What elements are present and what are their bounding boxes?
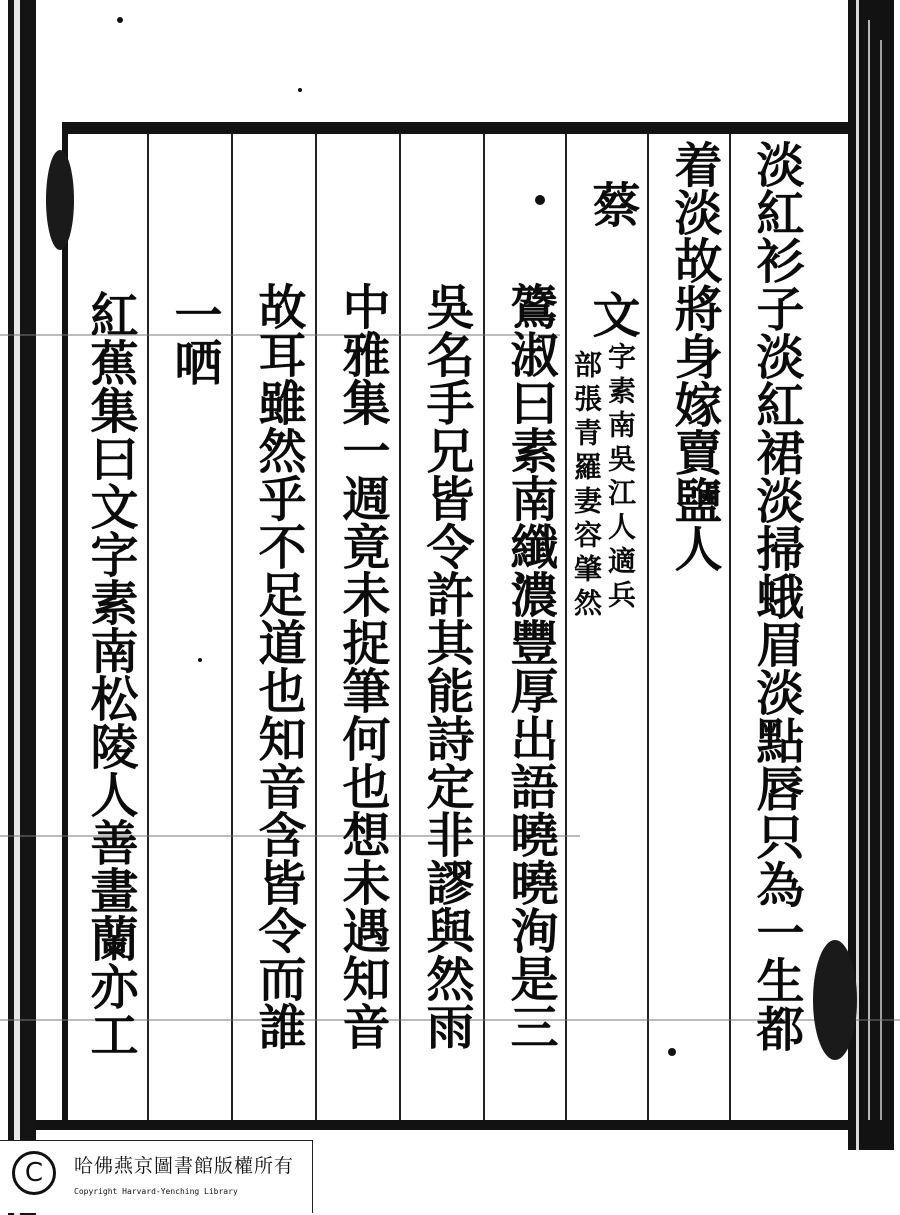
right-spine-line-3	[880, 40, 882, 1120]
left-binding-gap	[14, 0, 20, 1215]
text-column-10: 一哂	[166, 290, 222, 386]
text-column-9: 故耳雖然乎不足道也知音含皆令而誰	[250, 282, 306, 1050]
right-spine-line-2	[868, 20, 870, 1120]
right-spine-line-1	[856, 0, 859, 1150]
ink-speck	[535, 195, 545, 205]
ink-smudge	[46, 150, 74, 250]
text-column-7: 吳名手兄皆令許其能詩定非謬與然雨	[418, 282, 474, 1050]
text-column-2: 着淡故將身嫁賣鹽人	[666, 140, 722, 572]
frame-bottom-border	[36, 1120, 856, 1130]
text-column-6: 鷟淑曰素南纖濃豐厚出語曉曉洵是三	[502, 282, 558, 1050]
text-column-1: 淡紅衫子淡紅裙淡掃蛾眉淡點唇只為一生都	[748, 140, 804, 1052]
text-column-4-name-given: 文	[584, 290, 640, 338]
copyright-stamp	[0, 1140, 313, 1213]
ink-speck	[668, 1048, 676, 1056]
library-name-chinese: 哈佛燕京圖書館版權所有	[74, 1155, 295, 1177]
text-column-8: 中雅集一週竟未捉筆何也想未遇知音	[334, 282, 390, 1050]
text-column-5-note-a: 字素南吳江人適兵	[604, 342, 637, 614]
frame-top-border	[62, 122, 852, 134]
text-column-3-name-surname: 蔡	[584, 180, 640, 228]
left-binding-edge	[8, 0, 36, 1215]
ink-speck	[298, 88, 302, 92]
ink-speck	[198, 658, 202, 662]
frame-left-border	[62, 122, 68, 1122]
library-name-english: Copyright Harvard-Yenching Library	[74, 1187, 238, 1196]
text-column-5-note-b: 部張青羅妻容肇然	[570, 350, 603, 622]
text-column-11: 紅蕉集曰文字素南松陵人善畫蘭亦工	[82, 290, 138, 1058]
ink-smudge	[813, 940, 857, 1060]
copyright-icon: C	[12, 1151, 56, 1195]
ink-speck	[117, 17, 123, 23]
